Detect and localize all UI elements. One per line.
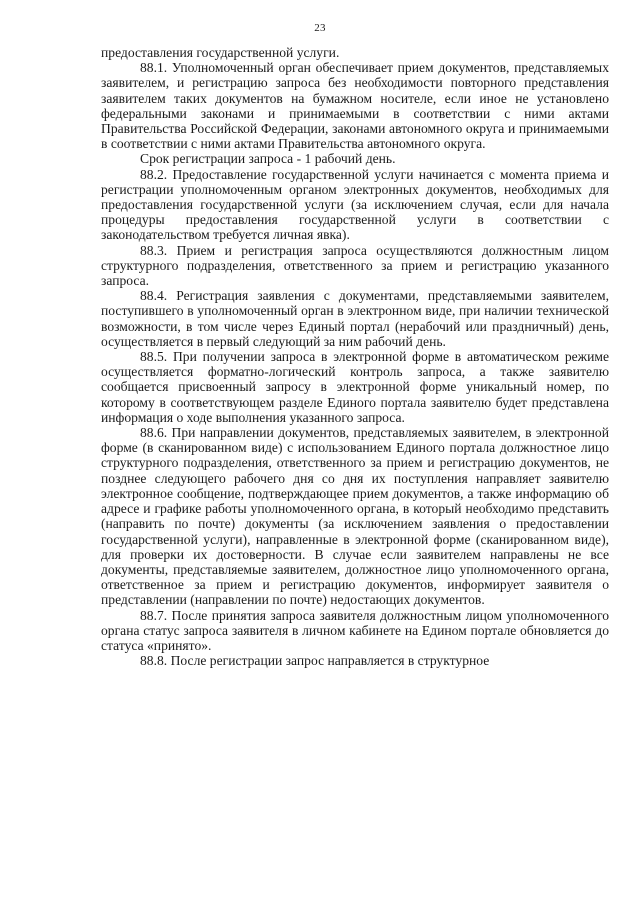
page-number: 23 bbox=[314, 22, 326, 34]
document-body bbox=[101, 45, 609, 668]
paragraph-88-8: 88.8. После регистрации запрос направляется в структурное bbox=[140, 653, 490, 669]
paragraph-88-7: 88.7. После принятия запроса заявителя должностным лицом уполномоченного органа статус запроса заявителя в личном кабинете на Едином портале обновляется до статуса «принято». bbox=[101, 607, 609, 653]
paragraph-88-5: 88.5. При получении запроса в электронной форме в автоматическом режиме осуществляется форматно-логический контроль запроса, а также заявителю сообщается присвоенный запросу в электронной форме уникальный номер, по которому в соответствующем разделе Единого портала заявителю будет представлена информация о ходе выполнения указанного запроса. bbox=[101, 349, 609, 425]
paragraph-88-1: 88.1. Уполномоченный орган обеспечивает прием документов, представляемых заявителем, и регистрацию запроса без необходимости повторного представления заявителем таких документов на бумажном носителе, если иное не установлено федеральными законами и принимаемыми в соответствии с ними актами Правительства Российской Федерации, законами автономного округа и принимаемыми в соответствии с ними актами Правительства автономного округа. bbox=[101, 60, 609, 152]
paragraph-88-2: 88.2. Предоставление государственной услуги начинается с момента приема и регистрации уполномоченным органом электронных документов, необходимых для предоставления государственной услуги (за исключением случая, если для начала процедуры предоставления государственной услуги в соответствии с законодательством требуется личная явка). bbox=[101, 166, 609, 243]
paragraph-88-4: 88.4. Регистрация заявления с документами, представляемыми заявителем, поступившего в уполномоченный орган в электронном виде, при наличии технической возможности, в том числе через Единый портал (нерабочий или праздничный) день, осуществляется в первый следующий за ним рабочий день. bbox=[101, 288, 609, 349]
paragraph-88-6: 88.6. При направлении документов, представляемых заявителем, в электронной форме (в сканированном виде) с использованием Единого портала должностное лицо структурного подразделения, ответственного за прием и регистрацию документов, не позднее следующего рабочего дня со дня их поступления направляет заявителю электронное сообщение, подтверждающее прием документов, а также информацию об адресе и графике работы уполномоченного органа, в который необходимо представить (направить по почте) документы (за исключением заявления о предоставлении государственной услуги), направленные в электронной форме (сканированном виде), для проверки их достоверности. В случае если заявителем направлены не все документы, представляемые заявителем, должностное лицо уполномоченного органа, ответственное за прием и регистрацию документов, информирует заявителя о представлении (направлении по почте) недостающих документов. bbox=[101, 425, 609, 608]
paragraph-registration-deadline: Срок регистрации запроса - 1 рабочий день. bbox=[140, 151, 396, 167]
paragraph-88-3: 88.3. Прием и регистрация запроса осуществляются должностным лицом структурного подразделения, ответственного за прием и регистрацию указанного запроса. bbox=[101, 242, 609, 289]
paragraph-continuation: предоставления государственной услуги. bbox=[101, 45, 340, 60]
